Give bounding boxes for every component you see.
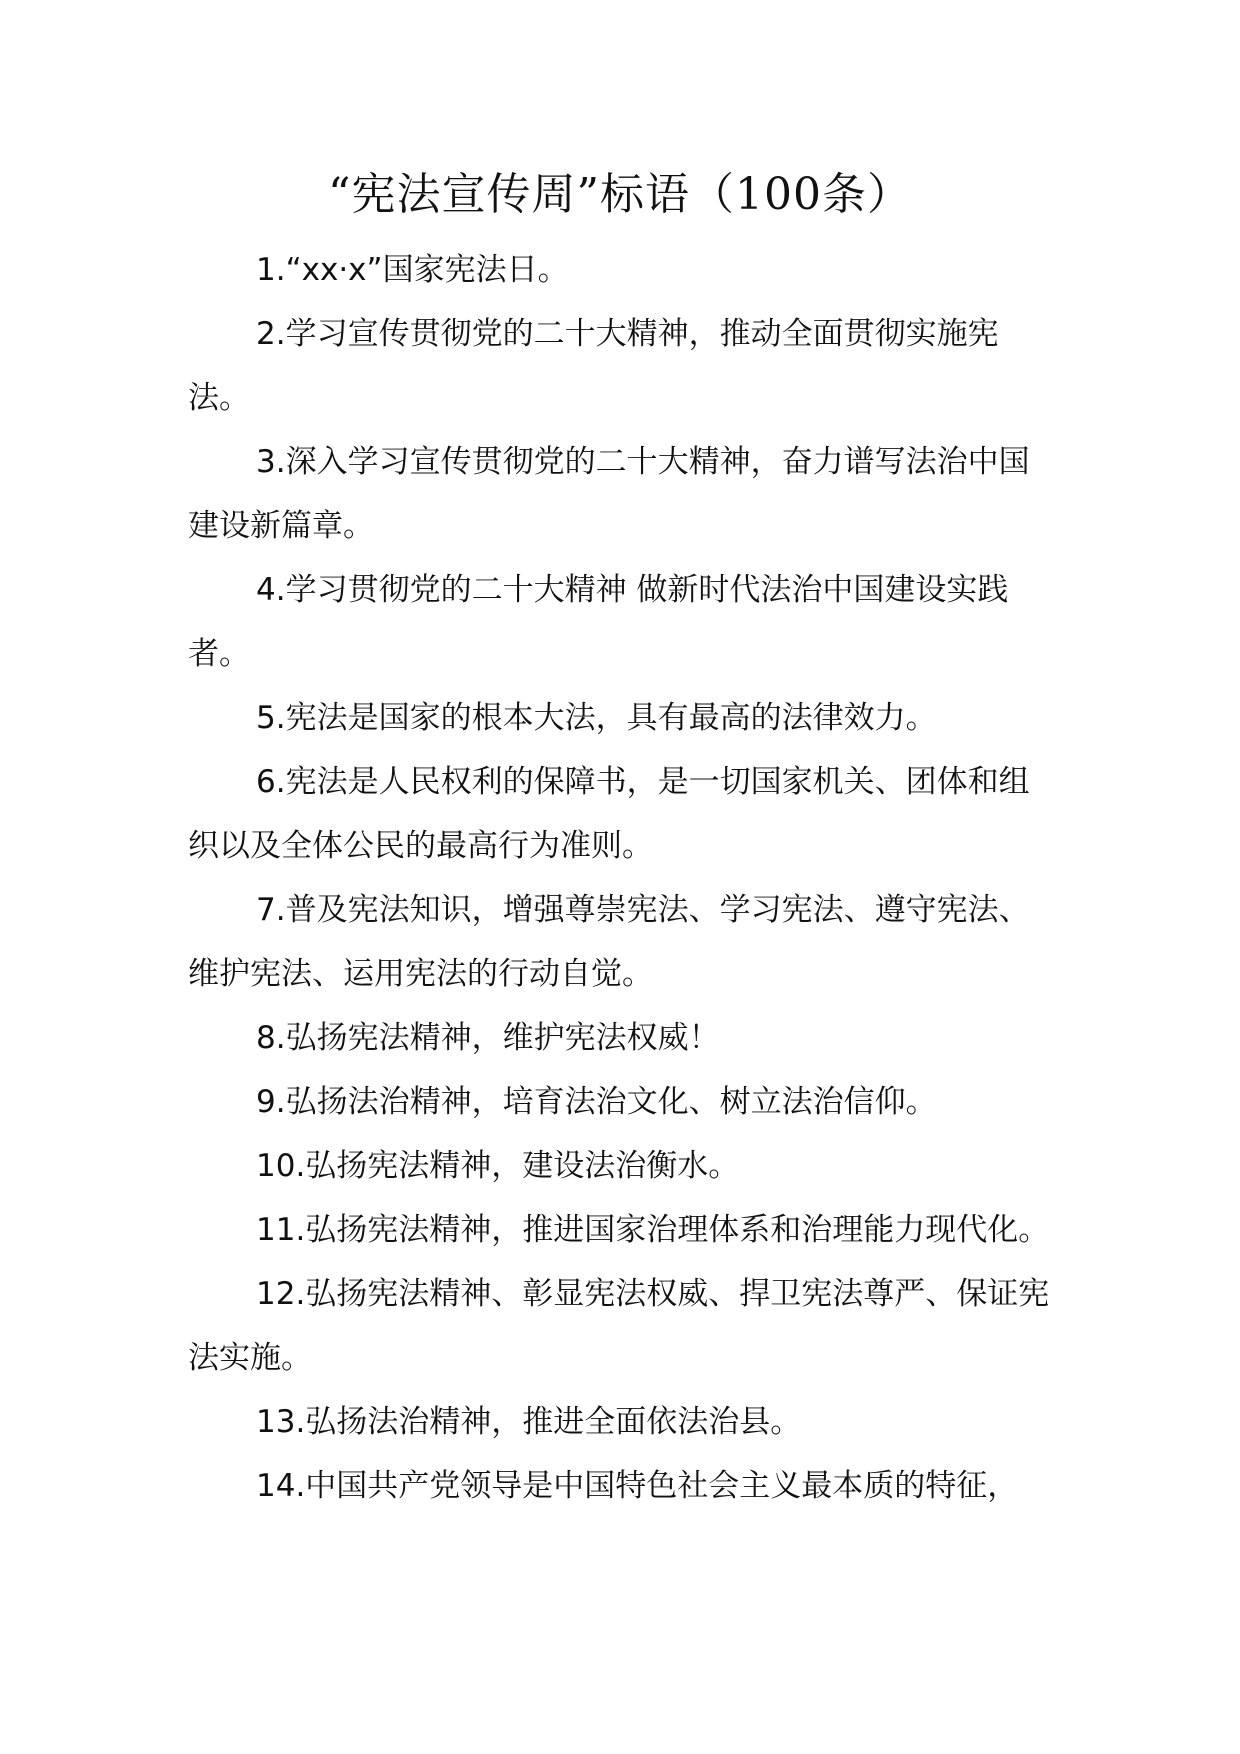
slogan-item: 5.宪法是国家的根本大法，具有最高的法律效力。 <box>256 700 937 736</box>
slogan-item: 7.普及宪法知识，增强尊崇宪法、学习宪法、遵守宪法、维护宪法、运用宪法的行动自觉。 <box>188 892 1030 992</box>
document-title: “宪法宣传周”标语（100条） <box>328 169 912 220</box>
slogan-item: 1.“xx·x”国家宪法日。 <box>256 252 569 288</box>
slogan-item: 4.学习贯彻党的二十大精神 做新时代法治中国建设实践者。 <box>188 572 1009 672</box>
slogan-item: 8.弘扬宪法精神，维护宪法权威！ <box>256 1020 720 1056</box>
slogan-item: 14.中国共产党领导是中国特色社会主义最本质的特征， <box>256 1468 1019 1504</box>
slogan-item: 12.弘扬宪法精神、彰显宪法权威、捍卫宪法尊严、保证宪法实施。 <box>188 1276 1050 1376</box>
slogan-item: 6.宪法是人民权利的保障书，是一切国家机关、团体和组织以及全体公民的最高行为准则。 <box>188 764 1030 864</box>
slogan-list <box>188 238 1058 1518</box>
slogan-item: 13.弘扬法治精神，推进全面依法治县。 <box>256 1404 802 1440</box>
slogan-item: 3.深入学习宣传贯彻党的二十大精神，奋力谱写法治中国建设新篇章。 <box>188 444 1030 544</box>
slogan-item: 2.学习宣传贯彻党的二十大精神，推动全面贯彻实施宪法。 <box>188 316 999 416</box>
slogan-item: 11.弘扬宪法精神，推进国家治理体系和治理能力现代化。 <box>256 1212 1050 1248</box>
slogan-item: 10.弘扬宪法精神，建设法治衡水。 <box>256 1148 740 1184</box>
slogan-item: 9.弘扬法治精神，培育法治文化、树立法治信仰。 <box>256 1084 937 1120</box>
